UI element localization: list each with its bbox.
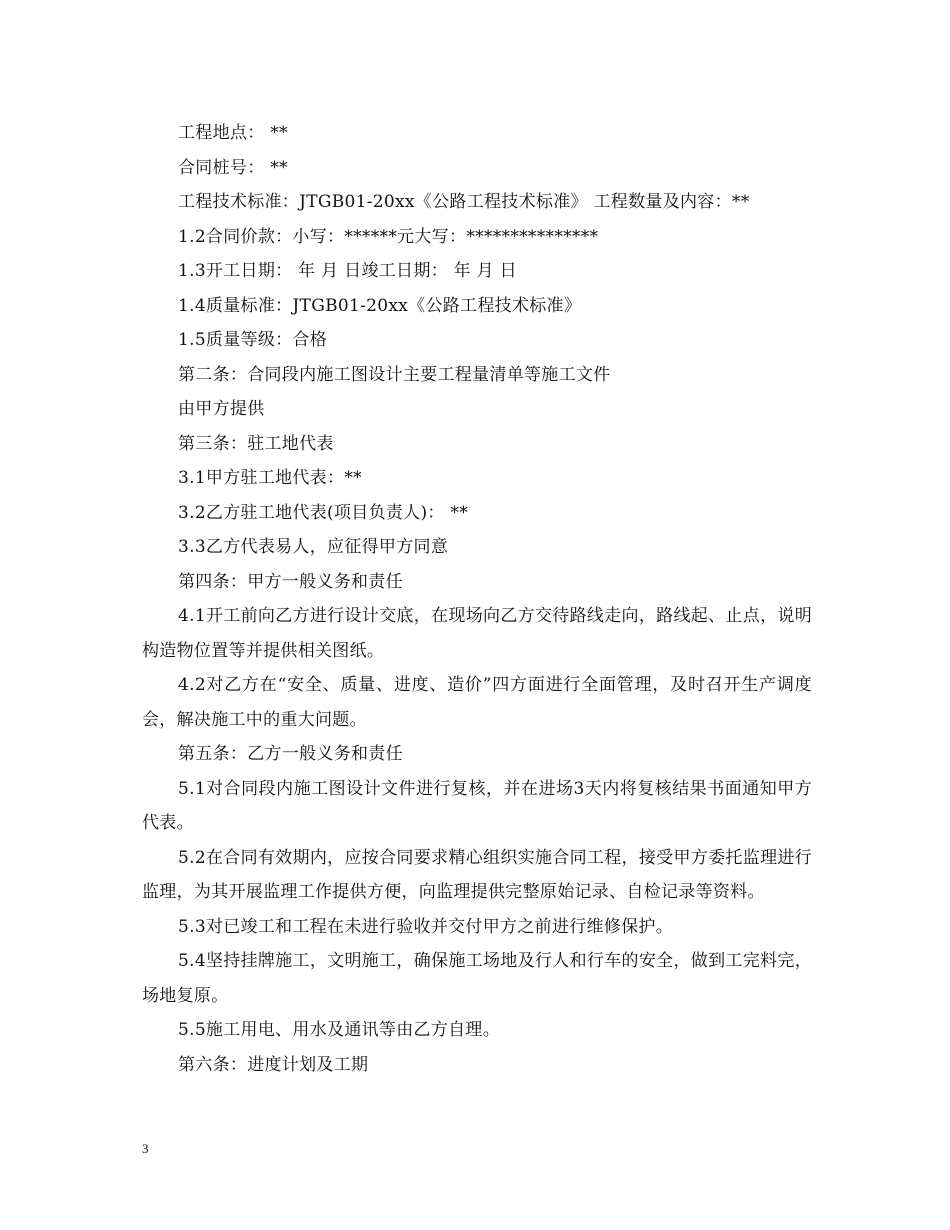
page-number: 3	[142, 1141, 149, 1156]
heading-article-6: 第六条：进度计划及工期	[178, 1054, 369, 1075]
line-start-end-dates: 1.3开工日期： 年 月 日竣工日期： 年 月 日	[178, 261, 517, 281]
paragraph-5-1: 5.1对合同段内施工图设计文件进行复核，并在进场3天内将复核结果书面通知甲方代表。	[142, 778, 812, 833]
heading-article-5: 第五条：乙方一般义务和责任	[178, 744, 403, 764]
document-body	[142, 116, 812, 1082]
paragraph-4-1: 4.1开工前向乙方进行设计交底，在现场向乙方交待路线走向，路线起、止点，说明构造物位置等并提供相关图纸。	[142, 606, 812, 661]
paragraph-5-2: 5.2在合同有效期内，应按合同要求精心组织实施合同工程，接受甲方委托监理进行监理，为其开展监理工作提供方便，向监理提供完整原始记录、自检记录等资料。	[142, 847, 812, 902]
line-party-a-representative: 3.1甲方驻工地代表：**	[178, 468, 362, 488]
line-project-location: 工程地点： **	[178, 123, 288, 143]
paragraph-5-4: 5.4坚持挂牌施工，文明施工，确保施工场地及行人和行车的安全，做到工完料完，场地复原。	[142, 951, 812, 1006]
line-technical-standard: 工程技术标准：JTGB01-20xx《公路工程技术标准》 工程数量及内容：**	[178, 192, 750, 212]
paragraph-4-2: 4.2对乙方在“安全、质量、进度、造价”四方面进行全面管理，及时召开生产调度会，解决施工中的重大问题。	[142, 675, 812, 730]
line-contract-stake: 合同桩号： **	[178, 157, 288, 178]
heading-article-4: 第四条：甲方一般义务和责任	[178, 571, 403, 592]
line-quality-grade: 1.5质量等级：合格	[178, 330, 328, 350]
line-party-b-representative: 3.2乙方驻工地代表(项目负责人)： **	[178, 502, 469, 523]
paragraph-5-3: 5.3对已竣工和工程在未进行验收并交付甲方之前进行维修保护。	[178, 916, 674, 937]
line-contract-price: 1.2合同价款：小写：******元大写：***************	[178, 226, 599, 247]
line-representative-change: 3.3乙方代表易人，应征得甲方同意	[178, 537, 449, 557]
line-provided-by-party-a: 由甲方提供	[178, 399, 265, 419]
line-quality-standard: 1.4质量标准：JTGB01-20xx《公路工程技术标准》	[178, 295, 582, 316]
heading-article-2: 第二条：合同段内施工图设计主要工程量清单等施工文件	[178, 364, 611, 385]
paragraph-5-5: 5.5施工用电、用水及通讯等由乙方自理。	[178, 1020, 501, 1040]
heading-article-3: 第三条：驻工地代表	[178, 433, 334, 454]
